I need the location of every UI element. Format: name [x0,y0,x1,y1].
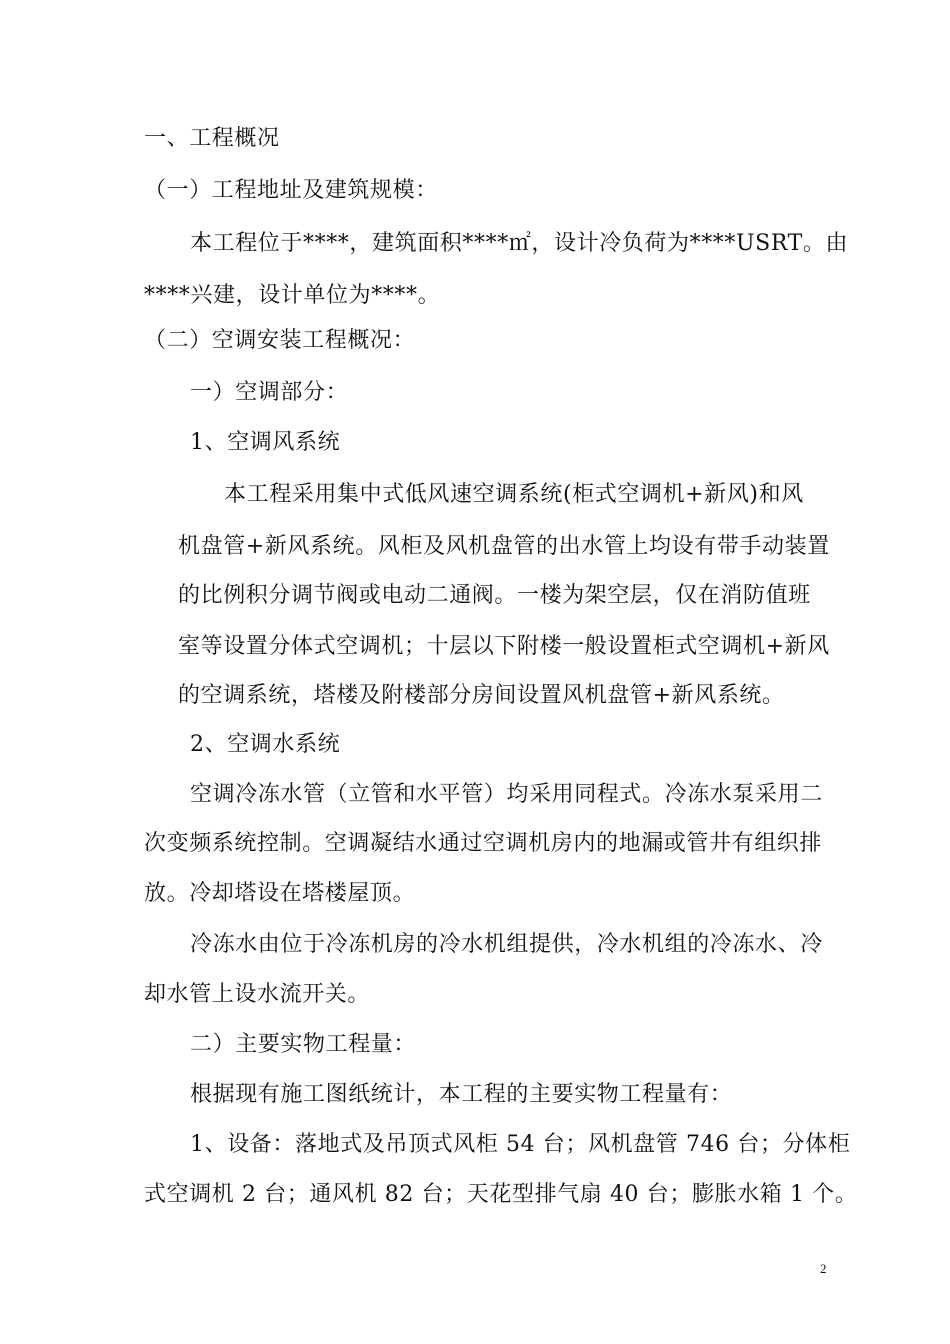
paragraph-line: 根据现有施工图纸统计，本工程的主要实物工程量有： [190,1082,733,1107]
paragraph-line: 次变频系统控制。空调凝结水通过空调机房内的地漏或管井有组织排 [144,831,823,856]
subsection-ac-part-title: 一）空调部分： [190,380,349,405]
subsection-quantities-title: 二）主要实物工程量： [190,1032,417,1057]
paragraph-line: 的空调系统，塔楼及附楼部分房间设置风机盘管+新风系统。 [178,683,785,708]
paragraph-line: 却水管上设水流开关。 [144,982,371,1007]
paragraph-line: 的比例积分调节阀或电动二通阀。一楼为架空层，仅在消防值班 [178,583,811,608]
section-ac-installation-title: （二）空调安装工程概况： [144,328,416,353]
paragraph-line: 式空调机 2 台；通风机 82 台；天花型排气扇 40 台；膨胀水箱 1 个。 [144,1182,858,1207]
paragraph-line: ****兴建，设计单位为****。 [144,283,441,308]
paragraph-line: 本工程采用集中式低风速空调系统(柜式空调机+新风)和风 [224,482,804,507]
paragraph-line: 空调冷冻水管（立管和水平管）均采用同程式。冷冻水泵采用二 [190,782,823,807]
page-number: 2 [820,1261,827,1276]
paragraph-line: 本工程位于****，建筑面积****㎡，设计冷负荷为****USRT。由 [190,231,849,256]
paragraph-line: 室等设置分体式空调机；十层以下附楼一般设置柜式空调机+新风 [178,634,830,659]
paragraph-line: 冷冻水由位于冷冻机房的冷水机组提供，冷水机组的冷冻水、冷 [190,932,823,957]
item-air-system-title: 1、空调风系统 [190,430,341,455]
paragraph-line: 放。冷却塔设在塔楼屋顶。 [144,881,416,906]
item-water-system-title: 2、空调水系统 [190,732,341,757]
paragraph-line: 1、设备：落地式及吊顶式风柜 54 台；风机盘管 746 台；分体柜 [190,1132,851,1157]
section-address-scale-title: （一）工程地址及建筑规模： [144,178,438,203]
paragraph-line: 机盘管+新风系统。风柜及风机盘管的出水管上均设有带手动装置 [178,534,830,559]
heading-project-overview: 一、工程概况 [144,126,280,151]
